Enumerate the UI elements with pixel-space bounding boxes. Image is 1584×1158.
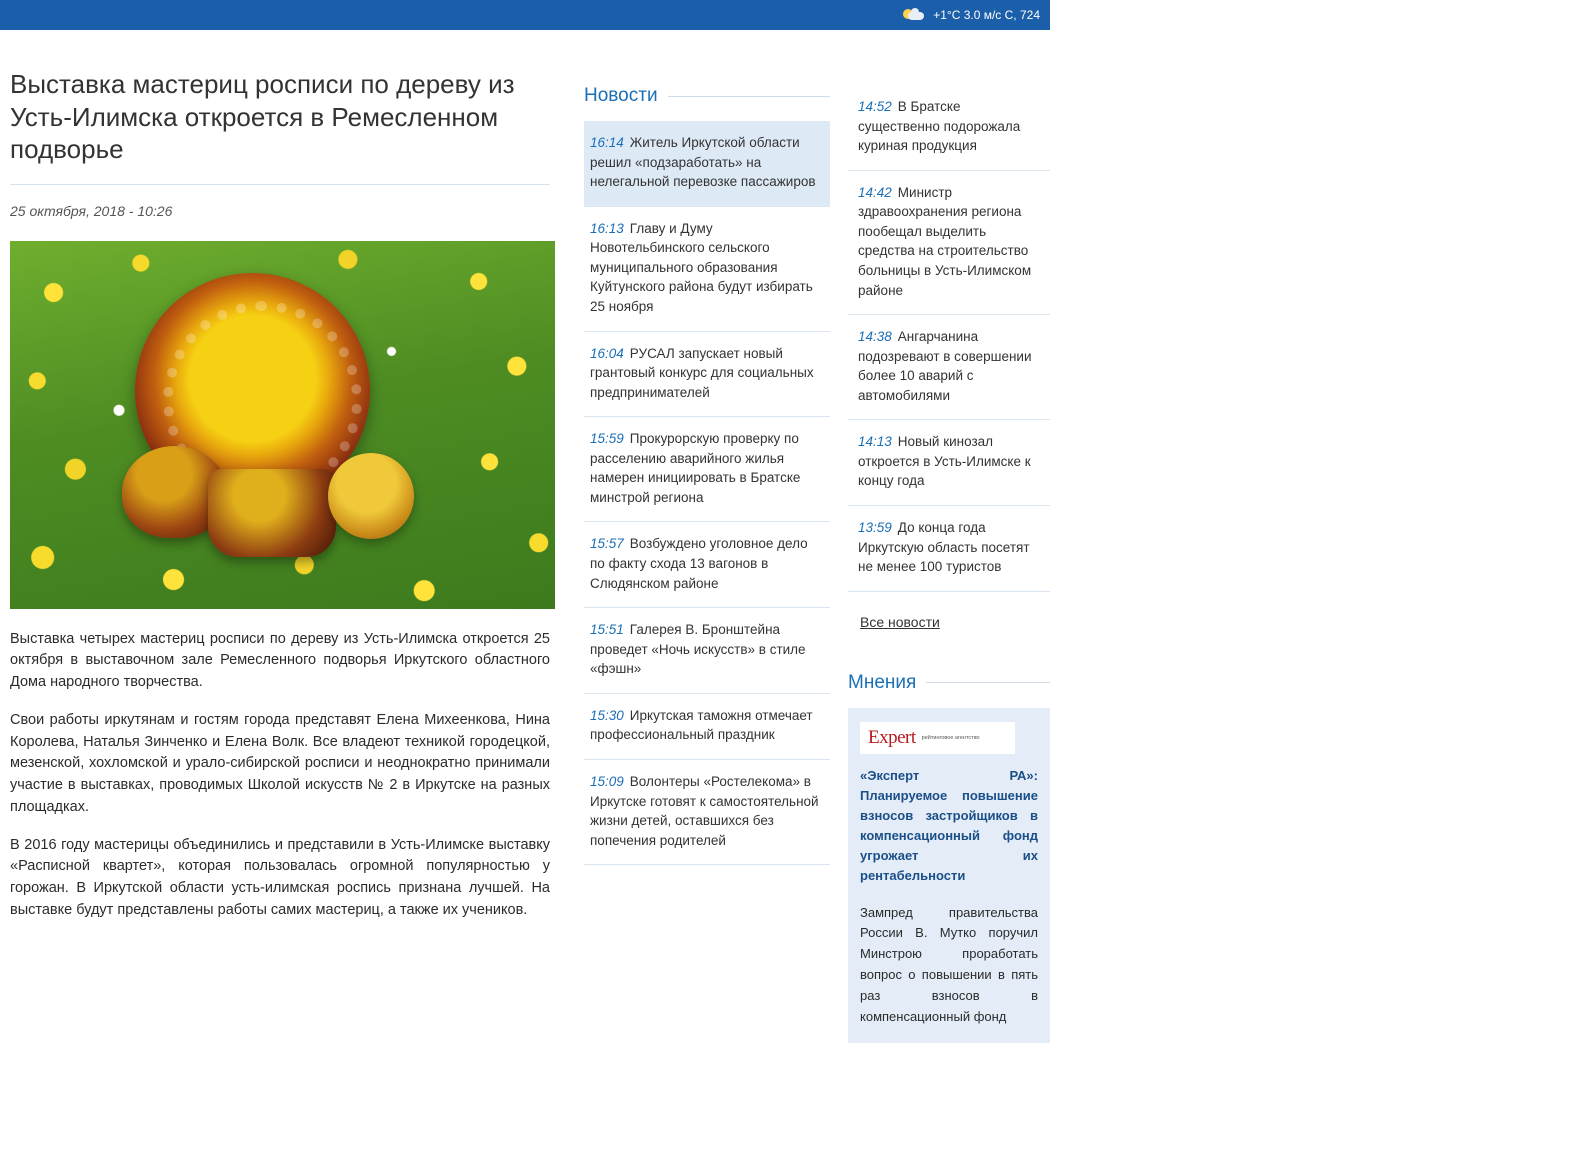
opinions-section-header <box>848 672 1050 694</box>
list-item[interactable] <box>848 85 1050 171</box>
weather-text: +1°C 3.0 м/с С, 724 <box>933 8 1040 22</box>
news-headline[interactable]: РУСАЛ запускает новый грантовый конкурс для социальных предпринимателей <box>590 345 814 400</box>
list-item[interactable] <box>584 207 830 332</box>
news-section-header <box>584 85 830 107</box>
site-topbar <box>0 0 1050 30</box>
painted-bowl-right <box>328 453 414 539</box>
news-time: 15:09 <box>590 773 624 789</box>
news-time: 14:13 <box>858 434 892 450</box>
list-item[interactable] <box>584 694 830 760</box>
news-headline[interactable]: Галерея В. Бронштейна проведет «Ночь искусств» в стиле «фэшн» <box>590 622 806 677</box>
news-column-left <box>560 30 830 1043</box>
article-photo <box>10 241 555 609</box>
news-time: 14:38 <box>858 329 892 345</box>
news-headline[interactable]: Иркутская таможня отмечает профессиональный праздник <box>590 707 813 743</box>
logo-subtitle: рейтинговое агентство <box>921 734 980 741</box>
all-news-link[interactable]: Все новости <box>860 613 940 630</box>
article-paragraph: В 2016 году мастерицы объединились и представили в Усть-Илимске выставку «Расписной квартет», которая пользовалась огромной популярностью у горожан. В Иркутской области усть-илимская роспись признана лучшей. На выставке будут представлены работы самих мастериц, а также их учеников. <box>10 836 550 918</box>
news-headline[interactable]: Ангарчанина подозревают в совершении более 10 аварий с автомобилями <box>858 329 1032 403</box>
header-divider <box>926 682 1050 683</box>
list-item[interactable] <box>584 332 830 418</box>
list-item[interactable] <box>848 420 1050 506</box>
news-headline[interactable]: Главу и Думу Новотельбинского сельского муниципального образования Куйтунского района будут избирать 25 ноября <box>590 220 813 314</box>
news-headline[interactable]: В Братске существенно подорожала куриная продукция <box>858 99 1021 154</box>
expert-ra-logo <box>860 722 1015 754</box>
page-content <box>0 30 1050 1043</box>
news-list-right <box>848 85 1050 592</box>
news-headline[interactable]: Министр здравоохранения региона пообещал выделить средства на строительство больницы в Усть-Илимском районе <box>858 184 1032 298</box>
news-time: 15:57 <box>590 536 624 552</box>
list-item[interactable] <box>584 608 830 694</box>
news-headline[interactable]: Волонтеры «Ростелекома» в Иркутске готовят к самостоятельной жизни детей, оставшихся без попечения родителей <box>590 773 819 848</box>
news-time: 15:59 <box>590 431 624 447</box>
news-time: 16:13 <box>590 220 624 236</box>
article-column <box>0 30 560 1043</box>
news-time: 16:04 <box>590 345 624 361</box>
opinions-heading: Мнения <box>848 671 917 693</box>
header-divider <box>668 96 830 97</box>
news-headline[interactable]: До конца года Иркутскую область посетят не менее 100 туристов <box>858 520 1030 575</box>
news-headline[interactable]: Новый кинозал откроется в Усть-Илимске к концу года <box>858 434 1031 489</box>
sun-cloud-icon <box>903 7 925 23</box>
logo-wordmark: Expert <box>868 726 916 748</box>
news-list-left <box>584 121 830 865</box>
opinion-card[interactable] <box>848 708 1050 1044</box>
list-item[interactable] <box>848 315 1050 420</box>
news-headline[interactable]: Житель Иркутской области решил «подзаработать» на нелегальной перевозке пассажиров <box>590 135 816 190</box>
list-item[interactable] <box>584 522 830 608</box>
news-headline[interactable]: Прокурорскую проверку по расселению аварийного жилья намерен инициировать в Братске минстрой региона <box>590 431 801 505</box>
painted-box-center <box>208 469 336 557</box>
article-paragraph: Выставка четырех мастериц росписи по дереву из Усть-Илимска откроется 25 октября в выставочном зале Ремесленного подворья Иркутского областного Дома народного творчества. <box>10 630 550 690</box>
list-item[interactable] <box>848 171 1050 315</box>
news-time: 14:52 <box>858 99 892 114</box>
opinion-title[interactable]: «Эксперт РА»: Планируемое повышение взносов застройщиков в компенсационный фонд угрожает их рентабельности <box>860 767 1038 884</box>
list-item[interactable] <box>584 760 830 865</box>
opinions-section <box>848 672 1050 1044</box>
news-time: 16:14 <box>590 135 624 150</box>
page-title: Выставка мастериц росписи по дереву из Усть-Илимска откроется в Ремесленном подворье <box>10 68 550 185</box>
list-item[interactable] <box>584 417 830 522</box>
opinion-text: Зампред правительства России В. Мутко поручил Минстрою проработать вопрос о повышении в пять раз взносов в компенсационный фонд <box>860 904 1038 1024</box>
article-paragraph: Свои работы иркутянам и гостям города представят Елена Михеенкова, Нина Королева, Наталья Зинченко и Елена Волк. Все владеют техникой городецкой, мезенской, хохломской и урало-сибирской росписи и неоднократно принимали участие в выставках, проводимых Школой искусств № 2 в Иркутске на разных площадках. <box>10 711 550 815</box>
weather-widget[interactable] <box>903 7 1040 23</box>
news-headline[interactable]: Возбуждено уголовное дело по факту схода 13 вагонов в Слюдянском районе <box>590 536 808 591</box>
news-time: 14:42 <box>858 184 892 200</box>
news-time: 15:51 <box>590 622 624 638</box>
list-item[interactable] <box>584 121 830 207</box>
news-time: 13:59 <box>858 520 892 535</box>
article-body <box>10 629 550 922</box>
article-date: 25 октября, 2018 - 10:26 <box>10 202 173 219</box>
news-column-right <box>830 30 1050 1043</box>
news-heading: Новости <box>584 85 658 106</box>
list-item[interactable] <box>848 506 1050 592</box>
news-time: 15:30 <box>590 707 624 723</box>
